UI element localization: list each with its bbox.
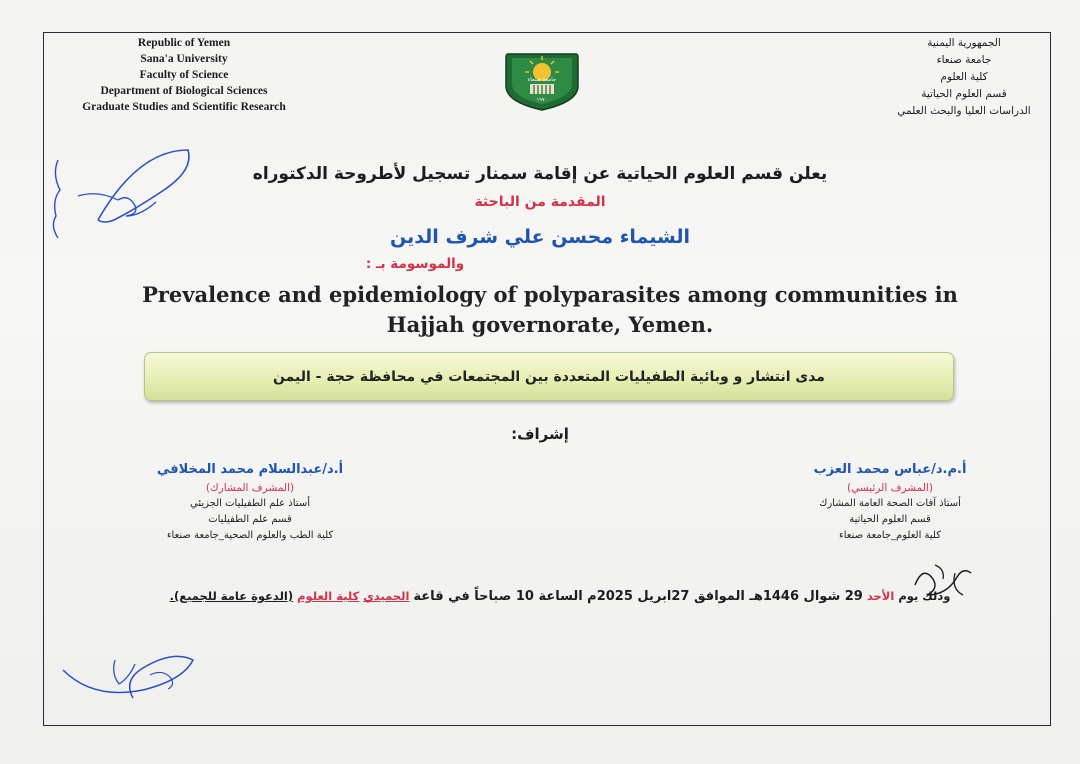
- thesis-title-arabic-box: [144, 352, 954, 401]
- header-arabic: [880, 35, 1048, 120]
- signature-left-bottom: [55, 630, 205, 710]
- footer-hall: الحميدي: [363, 589, 410, 603]
- co-supervisor-line: أستاذ علم الطفيليات الجزيئي: [190, 498, 310, 509]
- logo-text: جامعة صنعاء: [527, 77, 557, 83]
- footer-faculty: كلية العلوم: [297, 589, 360, 603]
- header-english: [50, 35, 318, 115]
- header-en-line: Sana'a University: [140, 53, 228, 65]
- header-ar-line: قسم العلوم الحياتية: [921, 88, 1007, 100]
- logo-year: ١٩٧٠: [536, 97, 548, 103]
- co-supervisor-role: (المشرف المشارك): [205, 482, 295, 494]
- co-supervisor-line: قسم علم الطفيليات: [208, 514, 292, 525]
- main-supervisor-name: أ.م.د/عباس محمد العزب: [813, 462, 967, 477]
- signature-right: [905, 545, 985, 605]
- header-ar-line: جامعة صنعاء: [936, 54, 992, 66]
- university-logo: [500, 50, 584, 112]
- co-supervisor-line: كلية الطب والعلوم الصحية_جامعة صنعاء: [166, 530, 334, 541]
- main-supervisor-role: (المشرف الرئيسي): [847, 482, 933, 494]
- presented-by-label: المقدمة من الباحثة: [474, 194, 606, 210]
- header-en-line: Department of Biological Sciences: [100, 85, 268, 97]
- main-supervisor-line: كلية العلوم_جامعة صنعاء: [839, 530, 941, 541]
- header-ar-line: كلية العلوم: [940, 71, 988, 83]
- header-en-line: Faculty of Science: [139, 69, 229, 81]
- footer-note: (الدعوة عامة للجميع).: [169, 589, 294, 603]
- co-supervisor-name: أ.د/عبدالسلام محمد المخلافي: [156, 462, 344, 477]
- co-supervisor-block: [130, 460, 370, 544]
- researcher-name: الشيماء محسن علي شرف الدين: [389, 226, 691, 248]
- footer-day: الأحد: [866, 589, 895, 603]
- thesis-title-arabic: مدى انتشار و وبائية الطفيليات المتعددة بين المجتمعات في محافظة حجة - اليمن: [273, 369, 825, 385]
- announcement: يعلن قسم العلوم الحياتية عن إقامة سمنار تسجيل لأطروحة الدكتوراه: [252, 164, 828, 184]
- footer-date-time: 29 شوال 1446هـ الموافق 27ابريل 2025م الساعة 10 صباحاً في قاعة: [413, 589, 863, 604]
- header-en-line: Republic of Yemen: [137, 37, 231, 49]
- header-en-line: Graduate Studies and Scientific Research: [82, 101, 286, 113]
- header-ar-line: الجمهورية اليمنية: [927, 37, 1001, 49]
- thesis-title-english: Prevalence and epidemiology of polyparasites among communities in Hajjah governorate, Yemen.: [142, 282, 958, 337]
- seminar-details: [160, 589, 960, 604]
- signature-left-top: [38, 140, 198, 250]
- titled-label: والموسومة بـ :: [365, 256, 465, 272]
- main-supervisor-block: [800, 460, 980, 544]
- header-ar-line: الدراسات العليا والبحث العلمي: [897, 105, 1031, 117]
- footer-intro: وذلك يوم: [898, 589, 951, 603]
- supervision-label: إشراف:: [511, 425, 569, 443]
- main-supervisor-line: أستاذ آفات الصحة العامة المشارك: [819, 498, 961, 509]
- main-supervisor-line: قسم العلوم الحياتية: [849, 514, 931, 525]
